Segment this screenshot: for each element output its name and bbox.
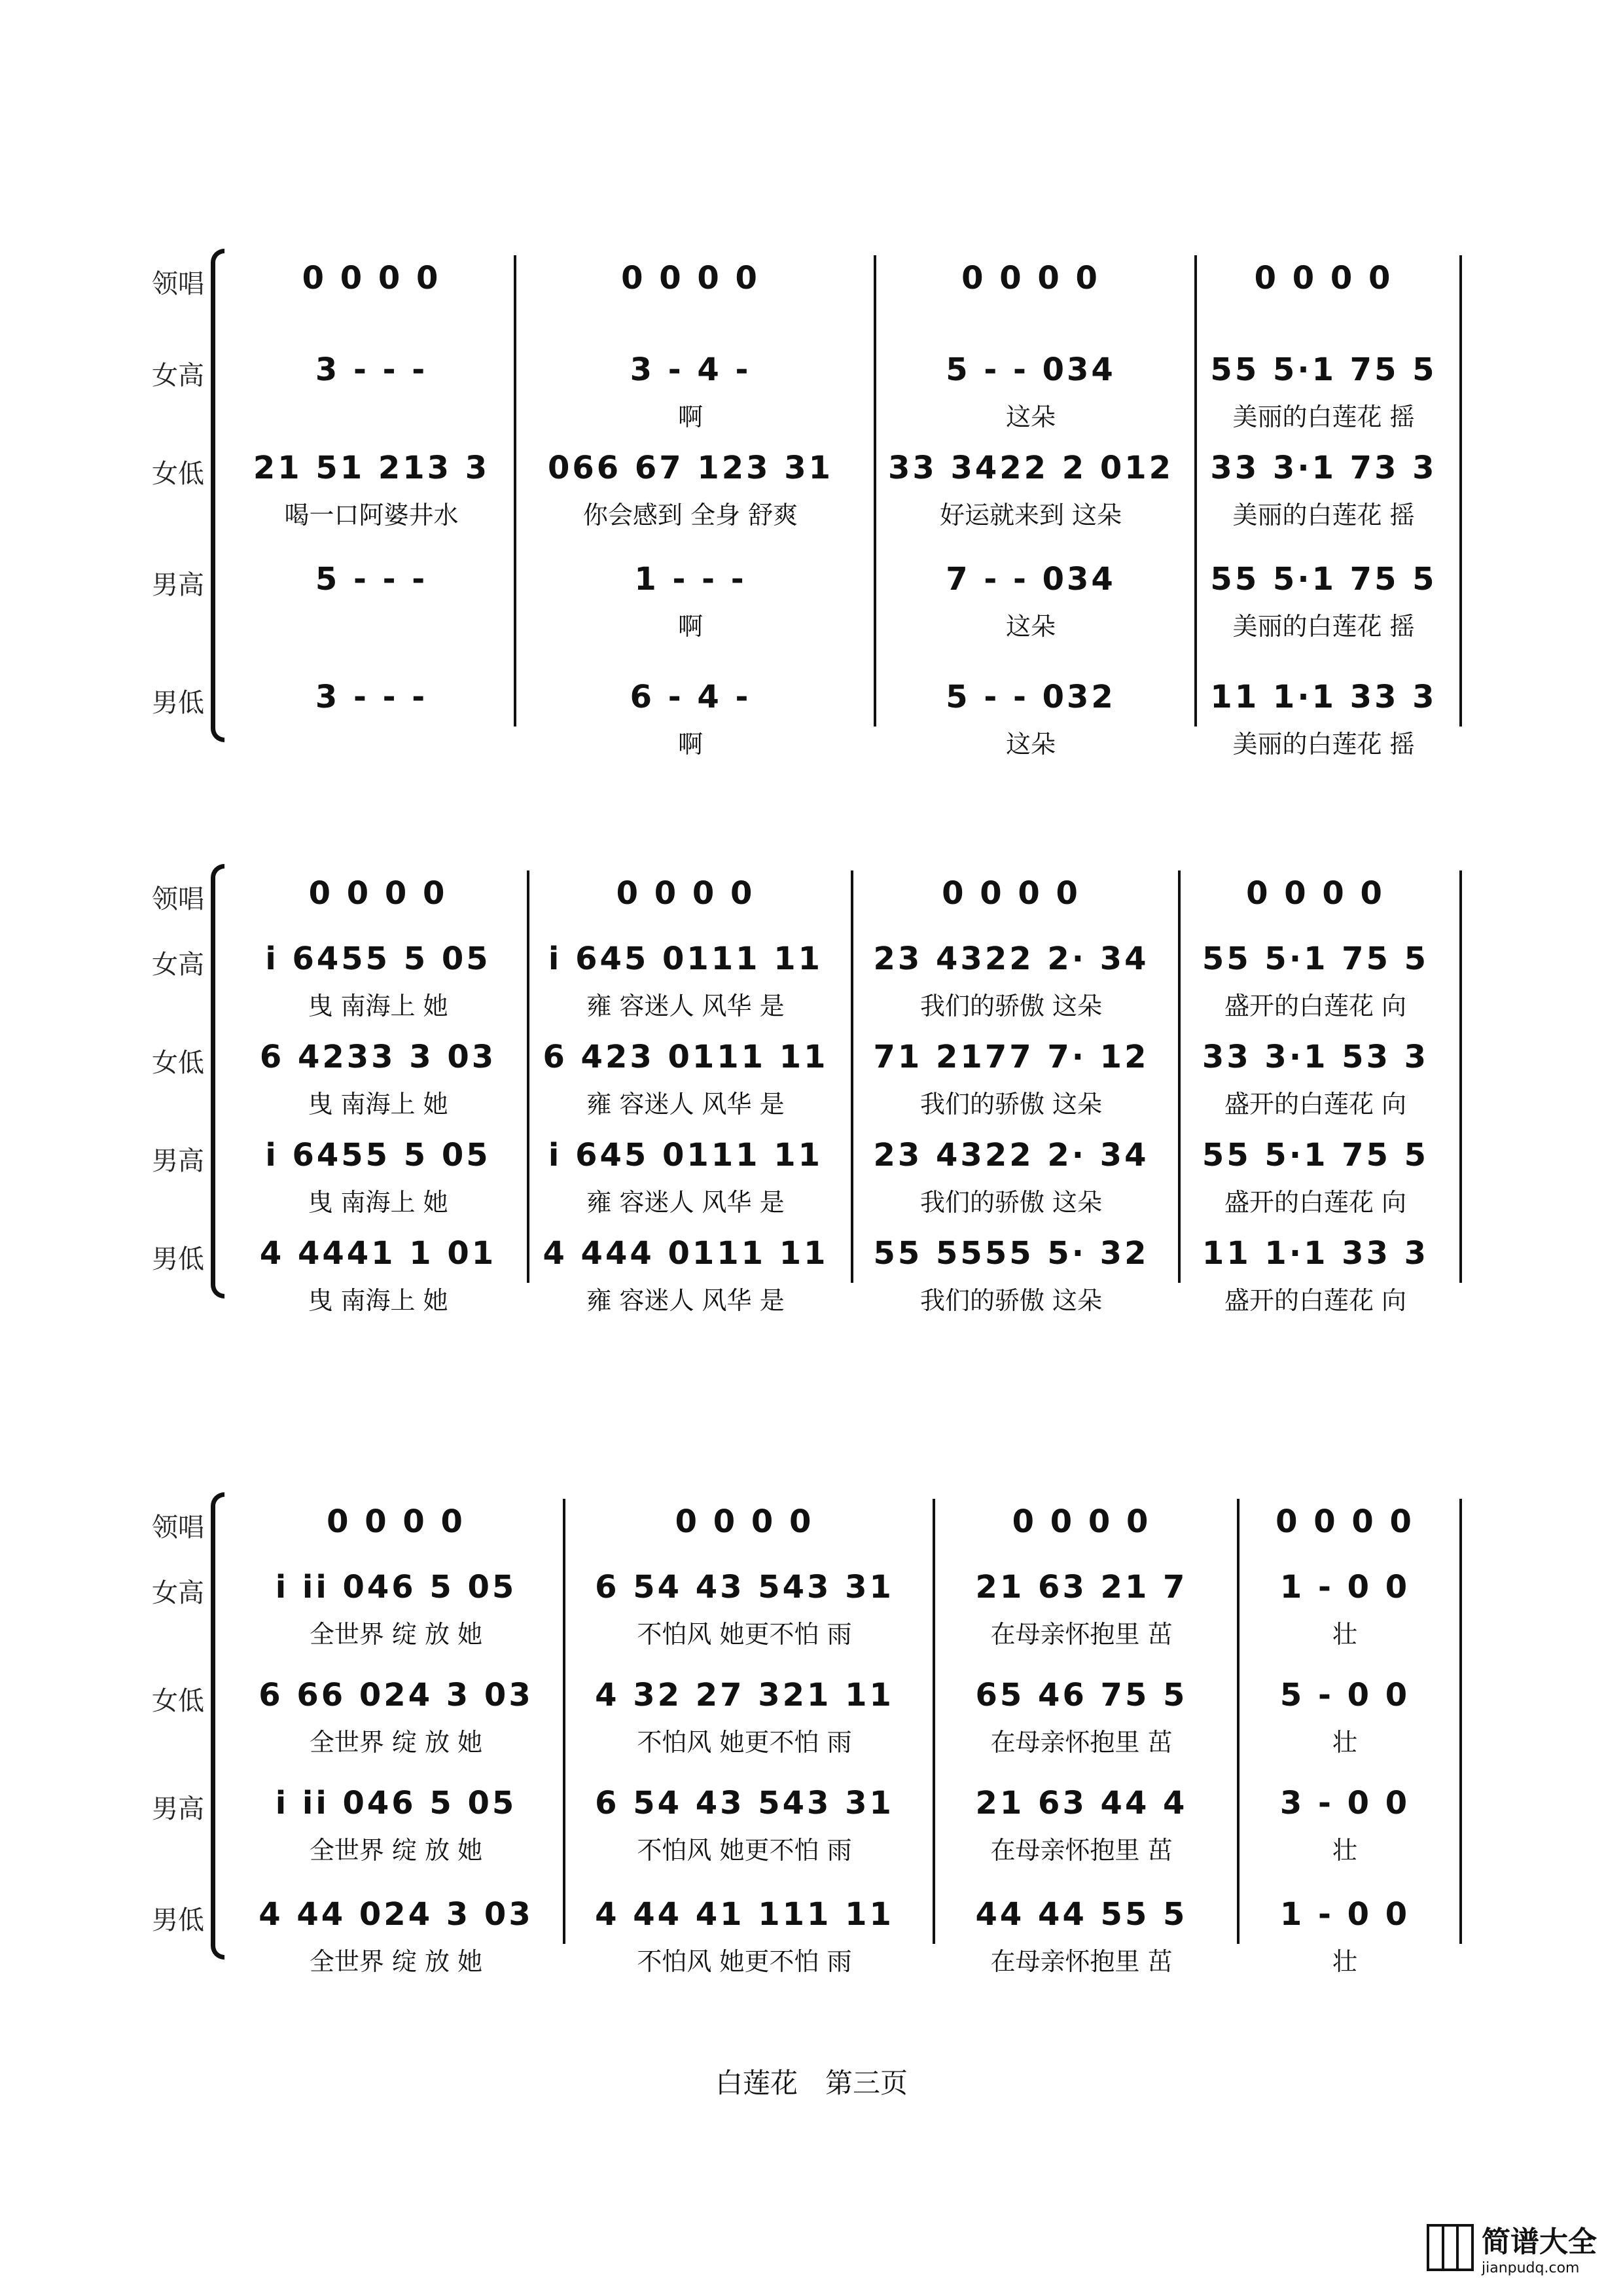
measure-notes: 0 0 0 0: [1246, 875, 1385, 912]
measure-notes: 71 2177 7· 12: [873, 1039, 1149, 1075]
measure-lyrics: 这朵: [1005, 402, 1056, 431]
measure-lyrics: 盛开的白莲花 向: [1224, 1187, 1407, 1217]
measure-lyrics: 我们的骄傲 这朵: [919, 991, 1103, 1020]
measure-notes: 33 3·1 73 3: [1210, 450, 1437, 486]
measure-lyrics: 我们的骄傲 这朵: [919, 1089, 1103, 1119]
measure-notes: 4 4441 1 01: [259, 1235, 497, 1272]
measure-notes: 11 1·1 33 3: [1202, 1235, 1429, 1272]
measure-lyrics: 雍 容迷人 风华 是: [586, 991, 785, 1020]
measure-notes: 3 - 0 0: [1279, 1785, 1410, 1821]
measure-notes: 6 423 0111 11: [543, 1039, 829, 1075]
measure-notes: 55 5·1 75 5: [1210, 561, 1437, 598]
measure-lyrics: 在母亲怀抱里 茁: [990, 1727, 1173, 1757]
measure-notes: 23 4322 2· 34: [873, 941, 1149, 977]
barline: [1459, 1499, 1462, 1944]
barline: [1459, 870, 1462, 1283]
measure-lyrics: 全世界 绽 放 她: [309, 1946, 483, 1976]
system-brace: [211, 1492, 224, 1960]
system-brace: [211, 249, 224, 742]
barline: [527, 870, 529, 1283]
measure-notes: 7 - - 034: [946, 561, 1116, 598]
site-logo: [1427, 2218, 1597, 2276]
measure-lyrics: 美丽的白莲花 摇: [1232, 729, 1415, 759]
measure-lyrics: 曳 南海上 她: [308, 991, 448, 1020]
measure-lyrics: 这朵: [1005, 611, 1056, 641]
measure-notes: 21 63 21 7: [975, 1569, 1188, 1605]
measure-notes: 0 0 0 0: [961, 260, 1100, 296]
page-footer: 白莲花 第三页: [715, 2067, 908, 2099]
part-label: 男高: [152, 570, 204, 600]
measure-lyrics: 曳 南海上 她: [308, 1285, 448, 1315]
logo-name: 简谱大全: [1482, 2225, 1597, 2259]
measure-lyrics: 这朵: [1005, 729, 1056, 759]
measure-notes: 0 0 0 0: [942, 875, 1080, 912]
measure-notes: 0 0 0 0: [1012, 1503, 1151, 1540]
measure-notes: 0 0 0 0: [621, 260, 760, 296]
measure-notes: 5 - 0 0: [1279, 1677, 1410, 1713]
part-label: 男高: [152, 1794, 204, 1824]
measure-notes: 4 32 27 321 11: [595, 1677, 894, 1713]
part-label: 男低: [152, 688, 204, 718]
measure-notes: 21 63 44 4: [975, 1785, 1188, 1821]
part-label: 领唱: [152, 269, 204, 299]
piano-icon: [1427, 2224, 1474, 2271]
measure-notes: 6 - 4 -: [630, 679, 751, 715]
barline: [1459, 255, 1462, 726]
measure-lyrics: 壮: [1332, 1619, 1357, 1649]
measure-lyrics: 啊: [677, 611, 703, 641]
measure-lyrics: 我们的骄傲 这朵: [919, 1187, 1103, 1217]
measure-lyrics: 不怕风 她更不怕 雨: [637, 1619, 852, 1649]
measure-notes: 1 - - -: [634, 561, 747, 598]
measure-lyrics: 不怕风 她更不怕 雨: [637, 1835, 852, 1865]
measure-notes: 65 46 75 5: [975, 1677, 1188, 1713]
logo-url: jianpudq.com: [1482, 2260, 1580, 2276]
barline: [933, 1499, 935, 1944]
part-label: 男低: [152, 1244, 204, 1274]
measure-notes: 21 51 213 3: [253, 450, 490, 486]
measure-notes: 3 - 4 -: [630, 351, 751, 388]
barline: [514, 255, 516, 726]
part-label: 领唱: [152, 884, 204, 914]
measure-notes: 0 0 0 0: [675, 1503, 814, 1540]
measure-notes: i 645 0111 11: [548, 1137, 823, 1174]
measure-notes: 1 - 0 0: [1279, 1569, 1410, 1605]
measure-notes: 1 - 0 0: [1279, 1896, 1410, 1933]
measure-lyrics: 壮: [1332, 1727, 1357, 1757]
measure-notes: 4 44 024 3 03: [259, 1896, 533, 1933]
measure-notes: i 6455 5 05: [265, 1137, 491, 1174]
measure-notes: 3 - - -: [315, 679, 428, 715]
measure-lyrics: 好运就来到 这朵: [939, 500, 1122, 529]
measure-lyrics: 你会感到 全身 舒爽: [582, 500, 798, 529]
measure-notes: 0 0 0 0: [616, 875, 755, 912]
measure-notes: 6 4233 3 03: [259, 1039, 497, 1075]
measure-notes: 33 3·1 53 3: [1202, 1039, 1429, 1075]
measure-lyrics: 盛开的白莲花 向: [1224, 1089, 1407, 1119]
measure-notes: 6 54 43 543 31: [595, 1785, 894, 1821]
barline: [851, 870, 853, 1283]
measure-lyrics: 啊: [677, 729, 703, 759]
measure-notes: 6 54 43 543 31: [595, 1569, 894, 1605]
measure-lyrics: 壮: [1332, 1835, 1357, 1865]
measure-lyrics: 雍 容迷人 风华 是: [586, 1089, 785, 1119]
measure-lyrics: 喝一口阿婆井水: [284, 500, 459, 529]
measure-notes: 11 1·1 33 3: [1210, 679, 1437, 715]
part-label: 女低: [152, 459, 204, 489]
part-label: 男低: [152, 1905, 204, 1935]
measure-lyrics: 在母亲怀抱里 茁: [990, 1835, 1173, 1865]
measure-notes: 33 3422 2 012: [887, 450, 1174, 486]
measure-lyrics: 我们的骄傲 这朵: [919, 1285, 1103, 1315]
measure-lyrics: 盛开的白莲花 向: [1224, 991, 1407, 1020]
measure-notes: 0 0 0 0: [327, 1503, 465, 1540]
system-brace: [211, 864, 224, 1299]
part-label: 男高: [152, 1146, 204, 1176]
measure-notes: i ii 046 5 05: [275, 1785, 517, 1821]
measure-notes: 55 5·1 75 5: [1202, 1137, 1429, 1174]
part-label: 女高: [152, 1578, 204, 1608]
measure-lyrics: 盛开的白莲花 向: [1224, 1285, 1407, 1315]
measure-lyrics: 在母亲怀抱里 茁: [990, 1946, 1173, 1976]
measure-lyrics: 雍 容迷人 风华 是: [586, 1285, 785, 1315]
measure-notes: 4 444 0111 11: [543, 1235, 829, 1272]
measure-lyrics: 在母亲怀抱里 茁: [990, 1619, 1173, 1649]
measure-notes: i 6455 5 05: [265, 941, 491, 977]
barline: [1178, 870, 1181, 1283]
measure-lyrics: 啊: [677, 402, 703, 431]
barline: [1237, 1499, 1240, 1944]
part-label: 女低: [152, 1686, 204, 1716]
measure-notes: 6 66 024 3 03: [259, 1677, 533, 1713]
measure-notes: 0 0 0 0: [302, 260, 441, 296]
measure-lyrics: 全世界 绽 放 她: [309, 1727, 483, 1757]
measure-lyrics: 不怕风 她更不怕 雨: [637, 1946, 852, 1976]
barline: [1194, 255, 1197, 726]
measure-notes: 44 44 55 5: [975, 1896, 1188, 1933]
barline: [874, 255, 876, 726]
measure-lyrics: 不怕风 她更不怕 雨: [637, 1727, 852, 1757]
measure-notes: 23 4322 2· 34: [873, 1137, 1149, 1174]
measure-notes: 5 - - -: [315, 561, 428, 598]
measure-notes: 55 5·1 75 5: [1202, 941, 1429, 977]
measure-notes: 066 67 123 31: [547, 450, 834, 486]
measure-notes: 55 5555 5· 32: [873, 1235, 1149, 1272]
measure-notes: 0 0 0 0: [308, 875, 448, 912]
part-label: 女高: [152, 950, 204, 980]
measure-lyrics: 美丽的白莲花 摇: [1232, 500, 1415, 529]
part-label: 女低: [152, 1048, 204, 1078]
measure-notes: 4 44 41 111 11: [595, 1896, 894, 1933]
measure-notes: 5 - - 032: [946, 679, 1116, 715]
measure-lyrics: 全世界 绽 放 她: [309, 1619, 483, 1649]
measure-lyrics: 美丽的白莲花 摇: [1232, 402, 1415, 431]
measure-notes: 55 5·1 75 5: [1210, 351, 1437, 388]
measure-notes: i ii 046 5 05: [275, 1569, 517, 1605]
measure-lyrics: 曳 南海上 她: [308, 1187, 448, 1217]
measure-notes: 5 - - 034: [946, 351, 1116, 388]
barline: [563, 1499, 565, 1944]
measure-notes: i 645 0111 11: [548, 941, 823, 977]
measure-notes: 0 0 0 0: [1254, 260, 1393, 296]
part-label: 领唱: [152, 1513, 204, 1543]
measure-lyrics: 美丽的白莲花 摇: [1232, 611, 1415, 641]
measure-lyrics: 雍 容迷人 风华 是: [586, 1187, 785, 1217]
measure-notes: 3 - - -: [315, 351, 428, 388]
measure-lyrics: 壮: [1332, 1946, 1357, 1976]
measure-lyrics: 曳 南海上 她: [308, 1089, 448, 1119]
measure-lyrics: 全世界 绽 放 她: [309, 1835, 483, 1865]
part-label: 女高: [152, 361, 204, 391]
measure-notes: 0 0 0 0: [1275, 1503, 1414, 1540]
